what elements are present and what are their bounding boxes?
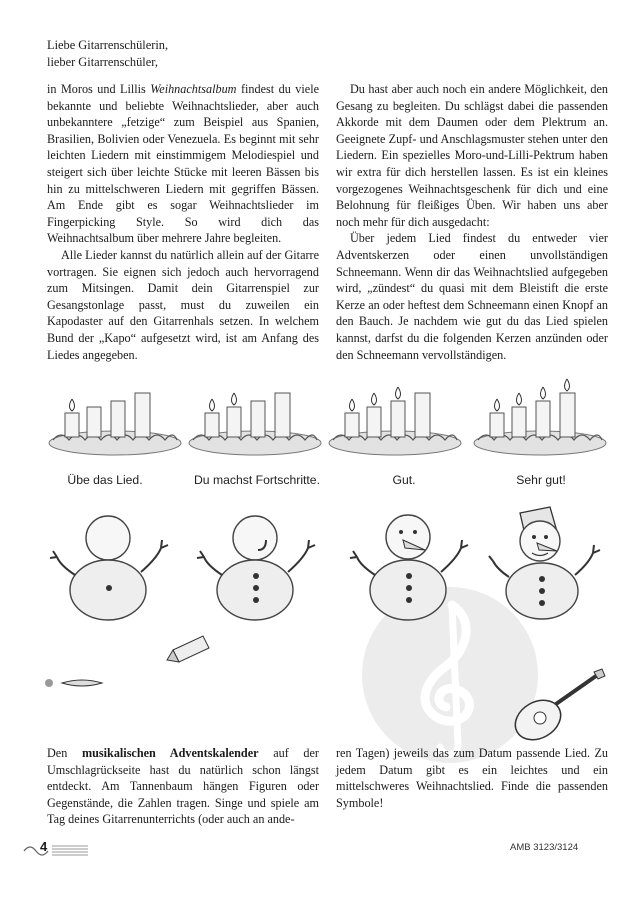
bottom-lead: Den (47, 746, 82, 760)
advent-calendar-term: musikalischen Adventskalender (81, 746, 259, 760)
salutation-line-2: lieber Gitarrenschüler, (47, 55, 158, 69)
bottom-right-column (336, 745, 608, 811)
pencil-icon (165, 628, 225, 668)
catalog-number: AMB 3123/3124 (510, 842, 579, 853)
left-column (47, 81, 319, 363)
album-title: Weihnachtsalbum (150, 82, 237, 96)
advent-wreath-1-candle (45, 385, 185, 460)
salutation-line-1: Liebe Gitarrenschülerin, (47, 38, 169, 52)
advent-wreath-2-candles (185, 385, 325, 460)
advent-wreath-3-candles (325, 385, 465, 460)
caption-practice: Übe das Lied. (67, 473, 143, 487)
snowman-3-icon (345, 505, 485, 625)
snowman-4-icon (487, 495, 617, 625)
carrot-icon (40, 673, 110, 698)
snowman-2-icon (192, 510, 332, 625)
caption-good: Gut. (392, 473, 416, 487)
p1-rest: findest du viele bekannte und beliebte Weihnachtslieder, aber auch unbekanntere „fetzige“ zum Beispiel aus Spanien, Brasilien, Bolivien oder Venezuela. Es beginnt mit sehr leichten Liedern mit einstimmigem Melodiespiel und steigert sich über leichte Stücke mit leeren Bässen bis hin zu mittelschweren Liedern mit gegriffen Bässen. Am Ende gibt es sogar Weihnachtslieder im Fingerpicking Style. So wird dich das Weihnachtsalbum über mehrere Jahre begleiten. (47, 82, 319, 246)
advent-calendar-paragraph (47, 745, 319, 828)
guitar-icon (508, 668, 608, 748)
snowman-1-icon (45, 510, 185, 625)
right-paragraph-1: Du hast aber auch noch ein andere Möglichkeit, den Gesang zu begleiten. Du schlägst dabei die passenden Akkorde mit dem Daumen oder dem Plektrum an. Geeignete Zupf- und Anschlagsmuster stehen unter den Liedern. Ein spezielles Moro-und-Lilli-Pektrum haben wir extra für dich herstellen lassen. Es ist ein kleines vorgezogenes Weihnachtsgeschenk für dich und eine Belohnung für fleißiges Üben. Wir haben uns aber noch mehr für dich ausgedacht: (336, 82, 608, 229)
salutation (47, 37, 168, 71)
bottom-right-paragraph: ren Tagen) jeweils das zum Datum passende Lied. Zu jedem Datum gibt es ein leichtes und ein mittelschweres Weihnachtslied. Finde die passenden Symbole! (336, 746, 608, 810)
left-paragraph-2: Alle Lieder kannst du natürlich allein auf der Gitarre vortragen. Sie eignen sich jedoch auch hervorragend zum Mitsingen. Damit dein Gitarrenspiel zur Gesangstonlage passt, must du zuweilen ein Kapodaster auf den Gitarrenhals setzen. In welchem Bund der „Kapo“ aufgesetzt wird, ist am Anfang des Liedes angegeben. (47, 247, 319, 362)
caption-very-good: Sehr gut! (516, 473, 566, 487)
caption-progress: Du machst Fortschritte. (194, 473, 320, 487)
right-column (336, 81, 608, 363)
page-number: 4 (40, 839, 48, 854)
bottom-rest: auf der Umschlagrückseite hast du natürlich schon längst entdeckt. Am Tannenbaum hängen Figuren oder Gegenstände, die Zahlen tragen. Singe und spiele am Tag deines Gitarrenunterrichts (oder auch an ande- (47, 746, 319, 827)
p1-lead: in Moros und Lillis (47, 82, 151, 96)
left-paragraph-1 (47, 81, 319, 247)
advent-wreath-4-candles (470, 378, 610, 460)
footer-ornament-icon (22, 841, 92, 861)
right-paragraph-2: Über jedem Lied findest du entweder vier Adventskerzen oder einen unvollständigen Schneemann. Wenn dir das Weihnachtslied aufgegeben wird, „zündest“ du quasi mit dem Bleistift die erste Kerze an oder heftest dem Schneemann einen Knopf an den Bauch. Je nachdem wie gut du das Lied spielen kannst, darfst du die folgenden Kerzen anzünden oder den Schneemann vervollständigen. (336, 231, 608, 362)
bottom-left-column (47, 745, 319, 828)
